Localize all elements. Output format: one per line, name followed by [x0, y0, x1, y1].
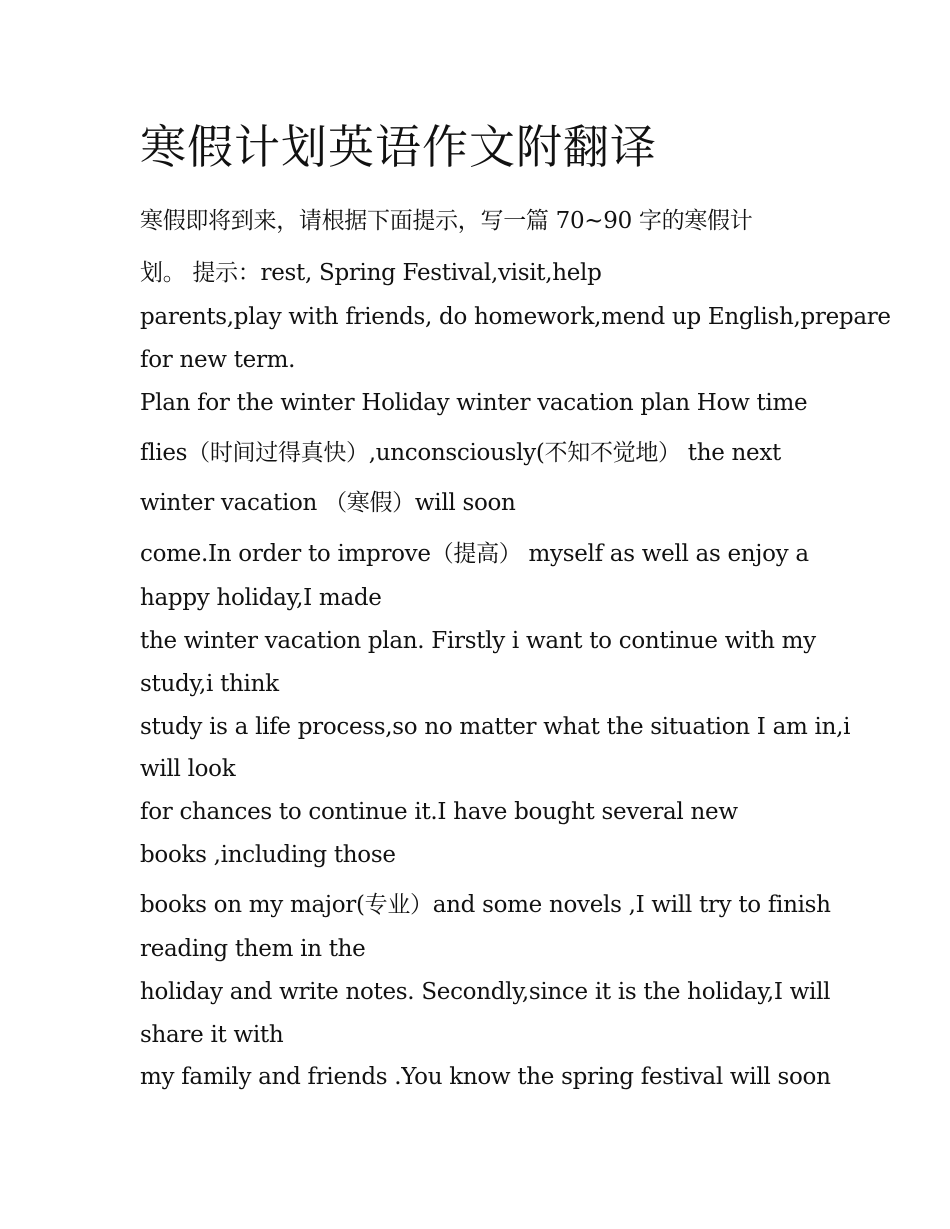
- body-line-2: 划。 提示：rest, Spring Festival,visit,help: [140, 260, 602, 286]
- body-line-13: will look: [140, 756, 236, 782]
- body-line-19: share it with: [140, 1022, 284, 1048]
- body-line-20: my family and friends .You know the spring festival will soon: [140, 1064, 831, 1090]
- body-line-8: come.In order to improve（提高） myself as well as enjoy a: [140, 541, 809, 567]
- body-line-16: books on my major(专业）and some novels ,I will try to finish: [140, 892, 831, 918]
- body-line-6: flies（时间过得真快）,unconsciously(不知不觉地） the next: [140, 440, 781, 466]
- body-line-10: the winter vacation plan. Firstly i want to continue with my: [140, 628, 816, 654]
- body-line-9: happy holiday,I made: [140, 585, 382, 611]
- body-line-15: books ,including those: [140, 842, 396, 868]
- body-line-5: Plan for the winter Holiday winter vacation plan How time: [140, 390, 808, 416]
- body-line-4: for new term.: [140, 347, 296, 373]
- body-line-3: parents,play with friends, do homework,mend up English,prepare: [140, 304, 891, 330]
- body-line-7: winter vacation （寒假）will soon: [140, 490, 516, 516]
- document-title: 寒假计划英语作文附翻译: [140, 120, 657, 174]
- body-line-18: holiday and write notes. Secondly,since it is the holiday,I will: [140, 979, 831, 1005]
- body-line-1: 寒假即将到来，请根据下面提示，写一篇 70~90 字的寒假计: [140, 208, 753, 234]
- body-line-14: for chances to continue it.I have bought several new: [140, 799, 738, 825]
- body-line-11: study,i think: [140, 671, 279, 697]
- body-line-12: study is a life process,so no matter what the situation I am in,i: [140, 714, 851, 740]
- body-line-17: reading them in the: [140, 936, 366, 962]
